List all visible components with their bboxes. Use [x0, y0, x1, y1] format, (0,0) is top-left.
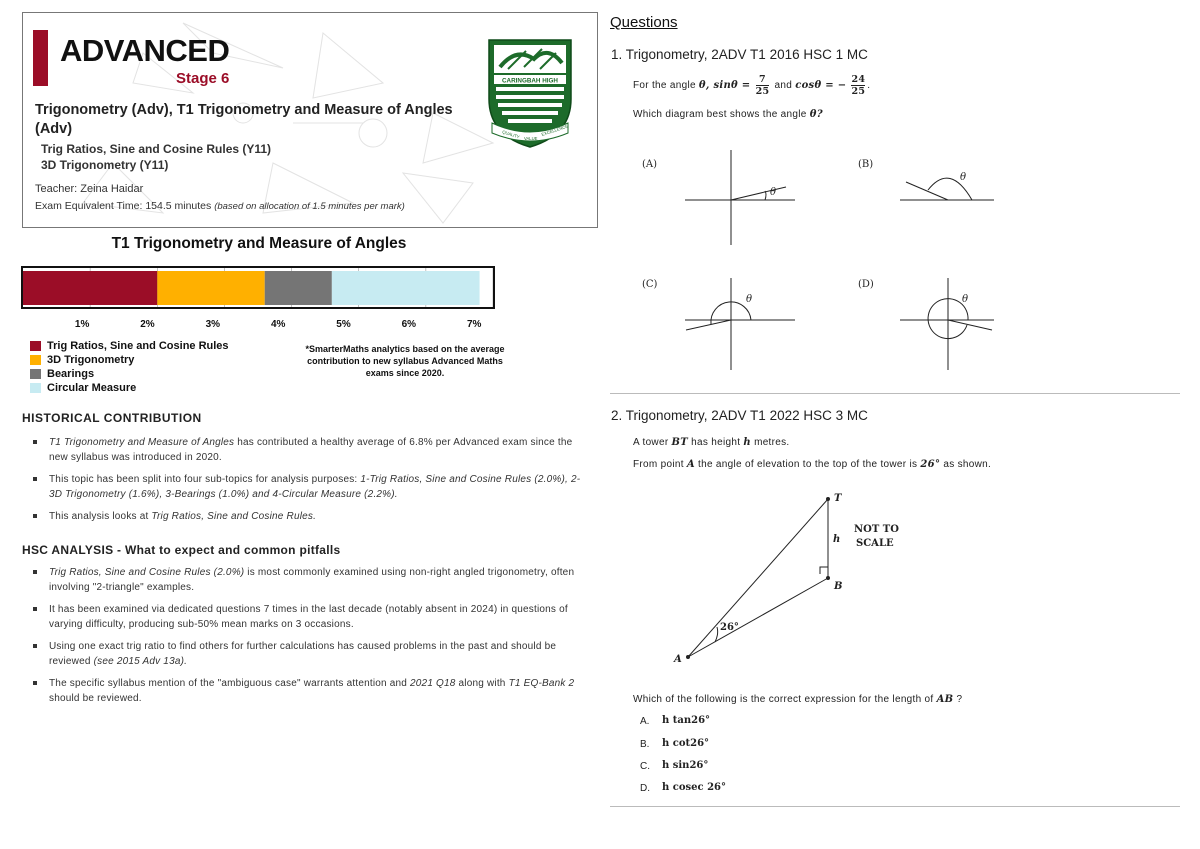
answer-option-c[interactable] [640, 760, 709, 772]
q1-fraction-cos [851, 74, 865, 97]
label-b: B [834, 581, 843, 592]
q2-text: Which of the following is the correct expression for the length of [633, 694, 934, 705]
q2-a: A [686, 459, 695, 470]
topic-contribution-chart [20, 262, 500, 334]
header-box [22, 12, 598, 228]
not-to-scale-1: NOT TO [854, 524, 899, 535]
point-b [826, 576, 830, 580]
bullet-text: T1 Trigonometry and Measure of Angles [49, 437, 235, 448]
bullet-text: This topic has been split into four sub-topics for analysis purposes: [49, 474, 361, 485]
q2-bt: BT [671, 437, 689, 448]
chart-legend [30, 339, 229, 395]
angle-symbol: θ [960, 172, 967, 183]
bullet-item [22, 509, 592, 524]
bullet-item [22, 435, 592, 465]
bullet-text: Trig Ratios, Sine and Cosine Rules (2.0%) [49, 567, 245, 578]
bullet-text: 1-Trig Ratios, Sine and Cosine Rules (2.0%), 2- 3D Trigonometry (1.6%), 3-Bearings (1.0%) and 4-Circular Measure (2.2%). [49, 474, 581, 500]
option-text: h sin26° [662, 760, 709, 771]
teacher-line [35, 183, 143, 195]
historical-bullets [22, 435, 592, 531]
label-t: T [834, 493, 842, 504]
subtopic-line: 3D Trigonometry (Y11) [41, 158, 169, 172]
label-h: h [833, 534, 841, 545]
chart-tick-label: 3% [205, 319, 221, 330]
q1-text: For the angle [633, 80, 696, 92]
legend-label: 3D Trigonometry [47, 354, 135, 366]
chart-tick-label: 5% [336, 319, 351, 330]
exam-time-line [35, 200, 405, 212]
questions-heading: Questions [610, 14, 678, 31]
line-ab [688, 578, 828, 657]
brand-accent-bar [33, 30, 48, 86]
angle-arm [948, 320, 992, 330]
bullet-item [22, 472, 592, 502]
q1-theta: θ? [809, 109, 823, 120]
point-t [826, 497, 830, 501]
option-text: h tan26° [662, 715, 711, 726]
diagram-label-a: (A) [642, 159, 658, 170]
diagram-label-d: (D) [858, 279, 874, 290]
answer-option-d[interactable] [640, 782, 726, 794]
fraction-numerator: 24 [851, 74, 866, 85]
q2-text: as shown. [943, 459, 992, 470]
hsc-bullets [22, 565, 592, 713]
bullet-text: should be reviewed. [49, 693, 142, 704]
angle-symbol: θ [962, 294, 969, 305]
logo-motto-2: VALUE [524, 136, 538, 141]
legend-swatch [30, 355, 41, 365]
subtopic-line: Trig Ratios, Sine and Cosine Rules (Y11) [41, 142, 272, 156]
q1-cos-expression: cosθ = − [795, 80, 847, 92]
label-a: A [674, 654, 682, 665]
bullet-text: has contributed a healthy average of 6.8% per Advanced exam since the new syllabus was introduced in 2020. [49, 437, 573, 463]
bullet-item [22, 639, 592, 669]
option-letter: B. [640, 739, 650, 750]
bullet-text: is most commonly examined using non-right angled trigonometry, often involving "2-triangle" examples. [49, 567, 575, 593]
q2-h: h [743, 437, 751, 448]
bullet-text: 2021 Q18 [410, 678, 456, 689]
question-1-title: 1. Trigonometry, 2ADV T1 2016 HSC 1 MC [611, 47, 868, 62]
chart-tick-label: 2% [140, 319, 155, 330]
diagram-label-c: (C) [642, 279, 658, 290]
bullet-text: T1 EQ-Bank 2 [508, 678, 575, 689]
question-2-stem-line2 [633, 459, 991, 470]
legend-label: Trig Ratios, Sine and Cosine Rules [47, 340, 229, 352]
bullet-text: It has been examined via dedicated questions 7 times in the last decade (notably absent in 2024) in questions of varying difficulty, producing sub-50% mean marks on 3 occasions. [49, 604, 568, 630]
bullet-item [22, 602, 592, 632]
question-2-stem-line1 [633, 437, 790, 448]
bullet-text: (see 2015 Adv 13a). [93, 656, 188, 667]
line-at [688, 499, 828, 657]
chart-bar-segment [265, 271, 332, 305]
q2-text: the angle of elevation to the top of the tower is [698, 459, 918, 470]
q2-angle: 26° [920, 459, 941, 470]
logo-school-name: CARINGBAH HIGH [502, 77, 558, 85]
bullet-text: This analysis looks at [49, 511, 152, 522]
answer-option-a[interactable] [640, 715, 711, 727]
right-angle-mark [820, 567, 828, 574]
legend-item [30, 367, 229, 381]
exam-time-note: (based on allocation of 1.5 minutes per mark) [214, 201, 405, 212]
legend-swatch [30, 383, 41, 393]
angle-arm [731, 187, 786, 200]
brand-stage: Stage 6 [176, 70, 230, 87]
question-1-diagrams [610, 150, 1030, 375]
angle-symbol: θ [746, 294, 753, 305]
legend-label: Bearings [47, 368, 95, 380]
option-text: h cot26° [662, 738, 710, 749]
q2-ab: AB [936, 694, 954, 705]
q2-text: metres. [754, 437, 790, 448]
angle-arm [686, 320, 731, 330]
q1-sin-expression: θ, sinθ = [698, 80, 751, 92]
diagram-label-b: (B) [858, 159, 874, 170]
bullet-text: along with [455, 678, 509, 689]
logo-motto-1: QUALITY [501, 129, 521, 140]
bullet-text: Using one exact trig ratio to find others for further calculations has caused problems in the past and should be reviewed [49, 641, 557, 667]
chart-tick-label: 6% [401, 319, 417, 330]
bullet-item [22, 676, 592, 706]
q2-text: From point [633, 459, 684, 470]
option-letter: D. [640, 783, 650, 794]
legend-swatch [30, 369, 41, 379]
fraction-denominator: 25 [755, 86, 770, 97]
legend-label: Circular Measure [47, 382, 137, 394]
q2-text: A tower [633, 437, 669, 448]
q1-text: and [774, 80, 793, 92]
bullet-text: Trig Ratios, Sine and Cosine Rules. [151, 511, 317, 522]
chart-title: T1 Trigonometry and Measure of Angles [111, 235, 407, 252]
bullet-item [22, 565, 592, 595]
option-letter: A. [640, 716, 650, 727]
chart-tick-label: 4% [270, 319, 286, 330]
chart-bar-segment [332, 271, 480, 305]
teacher-name: Zeina Haidar [80, 183, 144, 195]
legend-item [30, 339, 229, 353]
exam-time-value: 154.5 minutes [145, 200, 212, 212]
answer-option-b[interactable] [640, 738, 710, 750]
point-a [686, 655, 690, 659]
brand-title: ADVANCED [60, 33, 230, 68]
option-letter: C. [640, 761, 650, 772]
not-to-scale-2: SCALE [856, 538, 894, 549]
question-divider [610, 806, 1180, 807]
chart-bar-segment [157, 271, 264, 305]
legend-item [30, 381, 229, 395]
chart-tick-label: 7% [466, 319, 482, 330]
q1-text: Which diagram best shows the angle [633, 109, 807, 120]
school-crest-logo [486, 37, 574, 149]
logo-motto-3: EXCELLENCE [540, 123, 569, 137]
chart-bar-segment [23, 271, 157, 305]
question-1-prompt [633, 109, 823, 120]
hsc-analysis-heading: HSC ANALYSIS - What to expect and common pitfalls [22, 543, 341, 557]
chart-footnote: *SmarterMaths analytics based on the average contribution to new syllabus Advanced Maths exams since 2020. [305, 344, 505, 378]
angle-arc [765, 191, 766, 200]
chart-tick-label: 1% [74, 319, 90, 330]
fraction-numerator: 7 [756, 74, 770, 86]
teacher-label: Teacher: [35, 183, 78, 195]
question-2-title: 2. Trigonometry, 2ADV T1 2022 HSC 3 MC [611, 408, 868, 423]
question-2-tower-diagram [660, 488, 940, 673]
q2-text: has height [691, 437, 741, 448]
historical-heading: HISTORICAL CONTRIBUTION [22, 411, 202, 425]
angle-arc [715, 627, 718, 642]
question-1-stem: For the angle θ, sinθ = $\frac{7}{25}$ and cosθ = − $\frac{24}{25}$ . [633, 74, 871, 97]
q2-text: ? [956, 694, 963, 705]
angle-arm [906, 182, 948, 200]
legend-swatch [30, 341, 41, 351]
exam-time-label: Exam Equivalent Time: [35, 200, 143, 212]
bullet-text: The specific syllabus mention of the "ambiguous case" warrants attention and [49, 678, 411, 689]
label-angle: 26° [720, 622, 739, 633]
option-text: h cosec 26° [662, 782, 726, 793]
legend-item [30, 353, 229, 367]
question-divider [610, 393, 1180, 394]
angle-symbol: θ [770, 187, 777, 198]
q1-fraction-sin [756, 74, 770, 97]
document-title: Trigonometry (Adv), T1 Trigonometry and Measure of Angles (Adv) [35, 102, 453, 137]
fraction-denominator: 25 [851, 86, 866, 97]
question-2-prompt [633, 694, 962, 705]
